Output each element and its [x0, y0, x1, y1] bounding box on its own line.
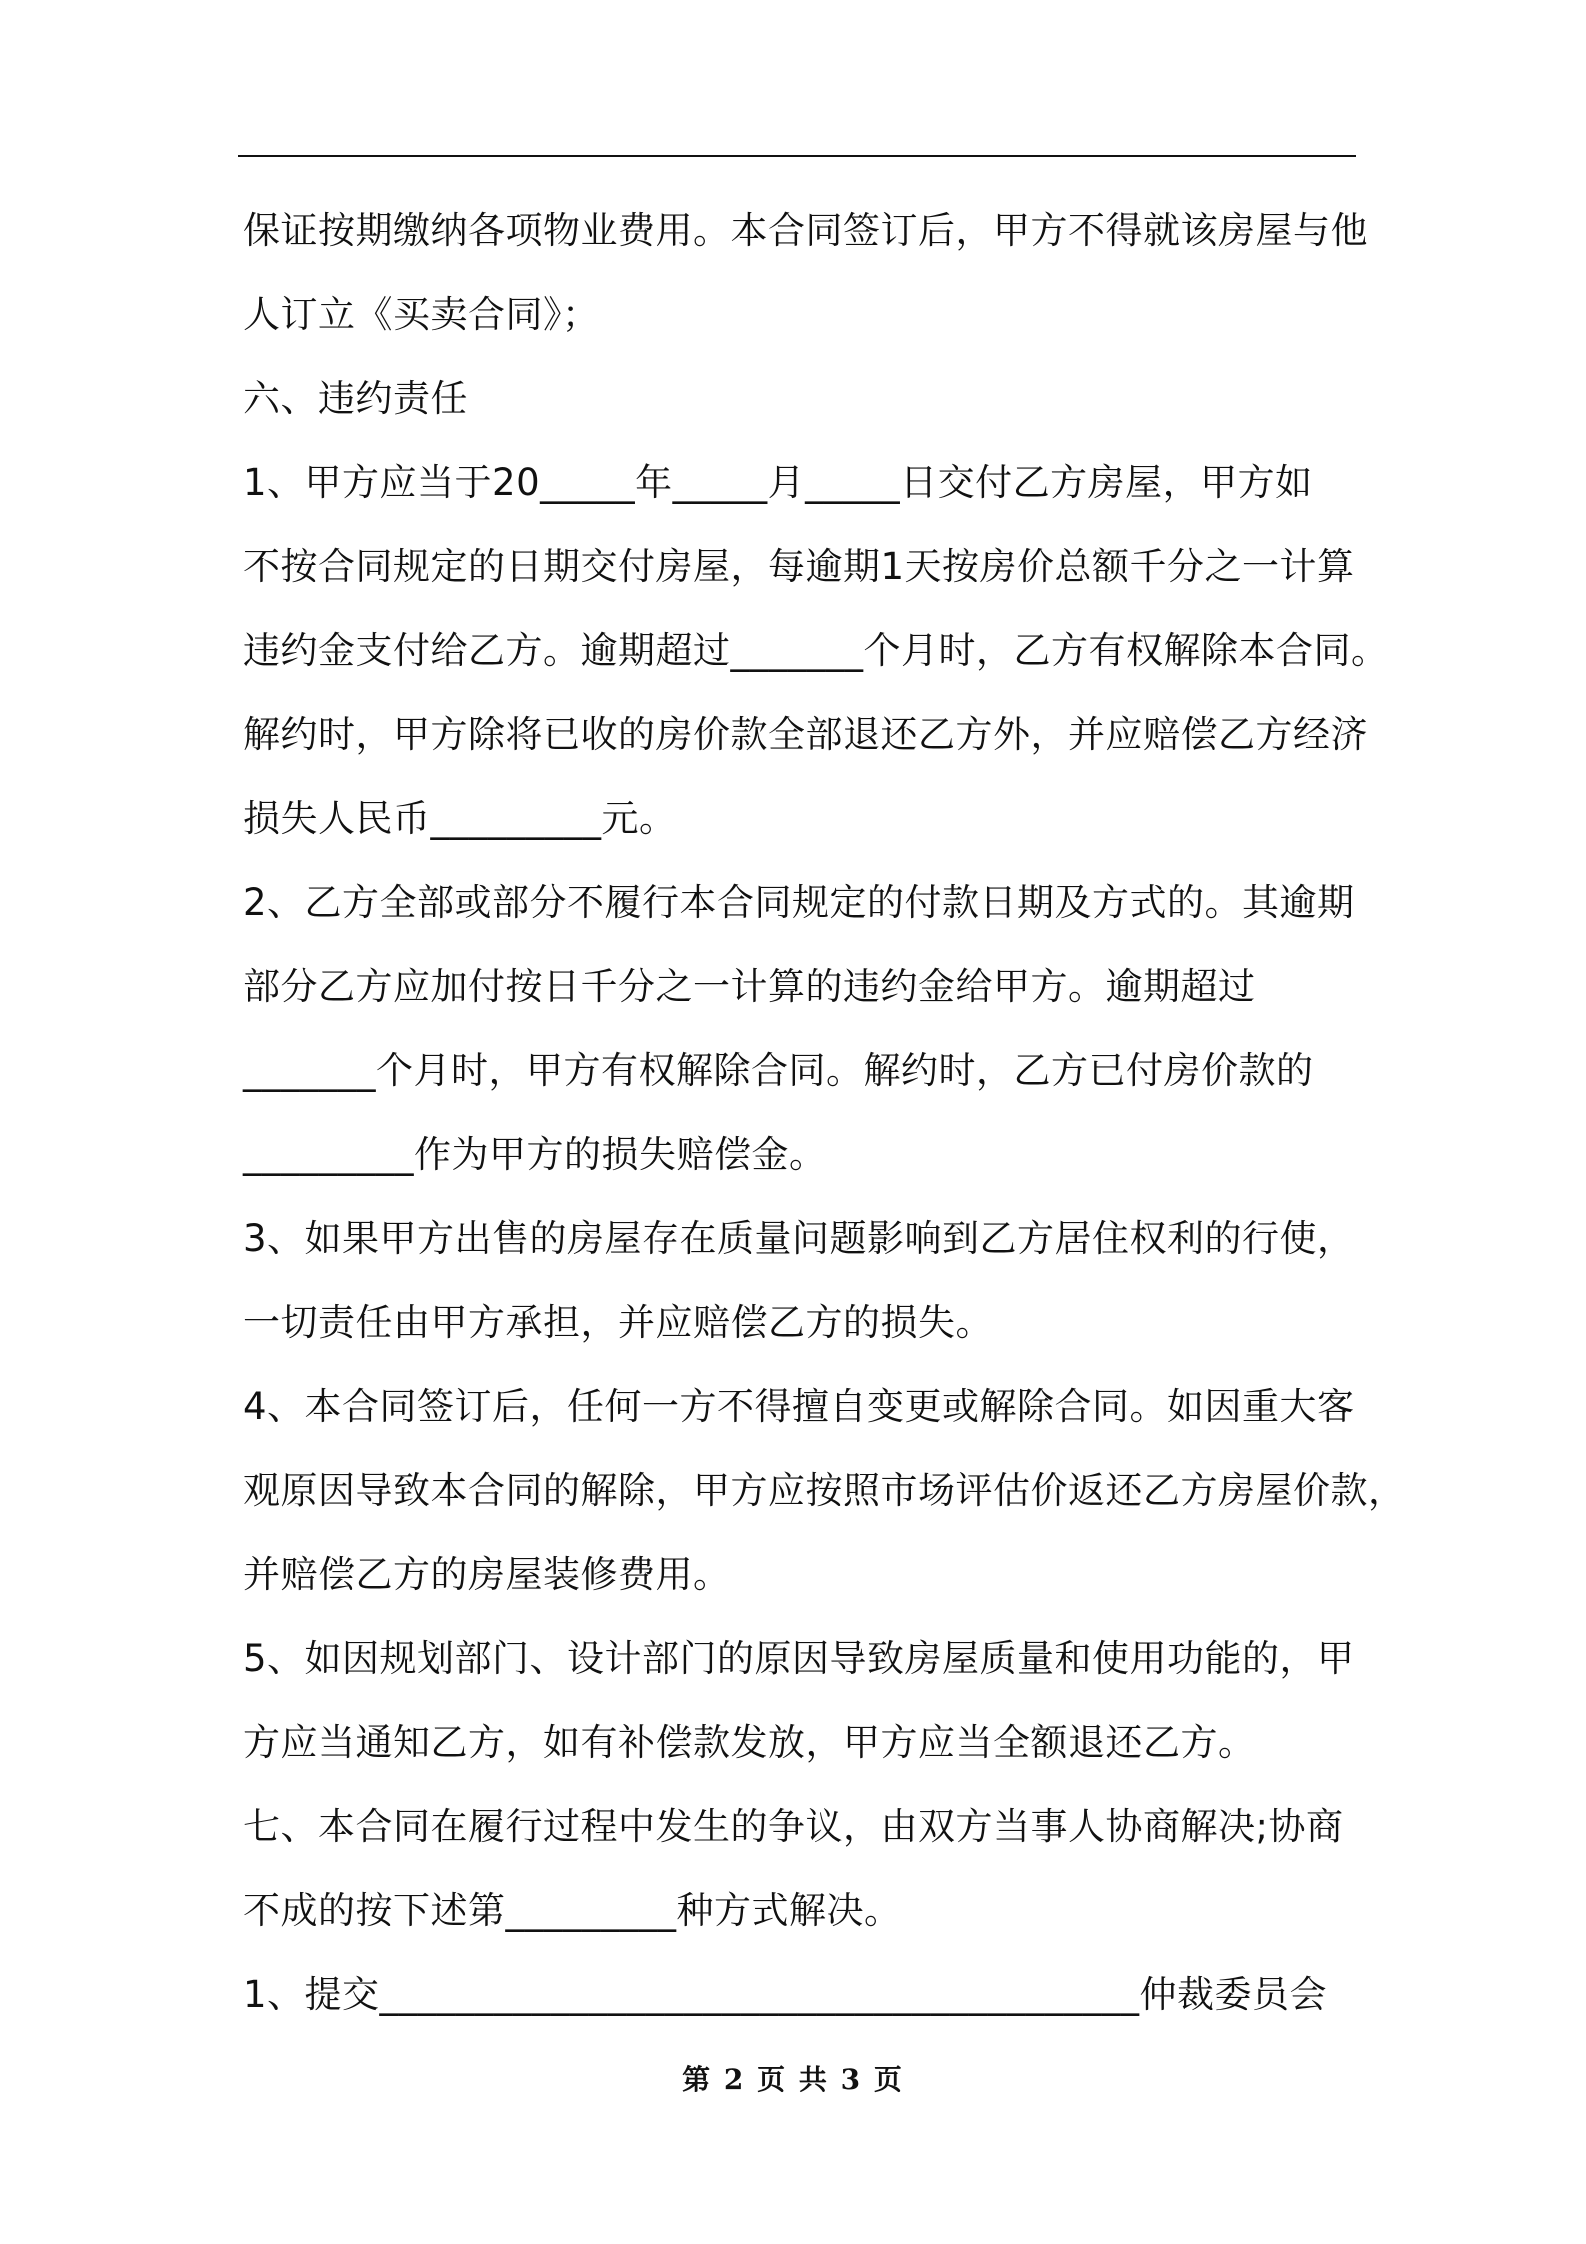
page-number: 第 2 页 共 3 页	[682, 2063, 904, 2096]
section-heading: 七、本合同在履行过程中发生的争议，由双方当事人协商解决;协商	[243, 1805, 1344, 1848]
text-line: 不成的按下述第_________种方式解决。	[243, 1889, 902, 1932]
text-line: 解约时，甲方除将已收的房价款全部退还乙方外，并应赔偿乙方经济	[243, 713, 1368, 756]
header-rule	[238, 155, 1356, 157]
text-line: 损失人民币_________元。	[243, 797, 677, 840]
text-line: 观原因导致本合同的解除，甲方应按照市场评估价返还乙方房屋价款，	[243, 1469, 1406, 1512]
text-line: 3、如果甲方出售的房屋存在质量问题影响到乙方居住权利的行使，	[243, 1217, 1355, 1260]
text-line: 一切责任由甲方承担，并应赔偿乙方的损失。	[243, 1301, 993, 1344]
section-heading: 六、违约责任	[243, 377, 468, 420]
text-line: 4、本合同签订后，任何一方不得擅自变更或解除合同。如因重大客	[243, 1385, 1355, 1428]
text-line: 违约金支付给乙方。逾期超过_______个月时，乙方有权解除本合同。	[243, 629, 1389, 672]
text-line: 不按合同规定的日期交付房屋，每逾期1天按房价总额千分之一计算	[243, 545, 1355, 588]
document-body	[243, 196, 1406, 2044]
text-line: _________作为甲方的损失赔偿金。	[243, 1133, 827, 1176]
text-line: 方应当通知乙方，如有补偿款发放，甲方应当全额退还乙方。	[243, 1721, 1256, 1764]
text-line: 保证按期缴纳各项物业费用。本合同签订后，甲方不得就该房屋与他	[243, 209, 1368, 252]
text-line: 部分乙方应加付按日千分之一计算的违约金给甲方。逾期超过	[243, 965, 1256, 1008]
text-line: 2、乙方全部或部分不履行本合同规定的付款日期及方式的。其逾期	[243, 881, 1355, 924]
text-line: 1、甲方应当于20_____年_____月_____日交付乙方房屋，甲方如	[243, 461, 1313, 504]
text-line: 5、如因规划部门、设计部门的原因导致房屋质量和使用功能的，甲	[243, 1637, 1355, 1680]
text-line: 并赔偿乙方的房屋装修费用。	[243, 1553, 731, 1596]
text-line: 1、提交________________________________________仲裁委员会	[243, 1973, 1328, 2016]
text-line: 人订立《买卖合同》；	[243, 293, 600, 336]
text-line: _______个月时，甲方有权解除合同。解约时，乙方已付房价款的	[243, 1049, 1314, 1092]
